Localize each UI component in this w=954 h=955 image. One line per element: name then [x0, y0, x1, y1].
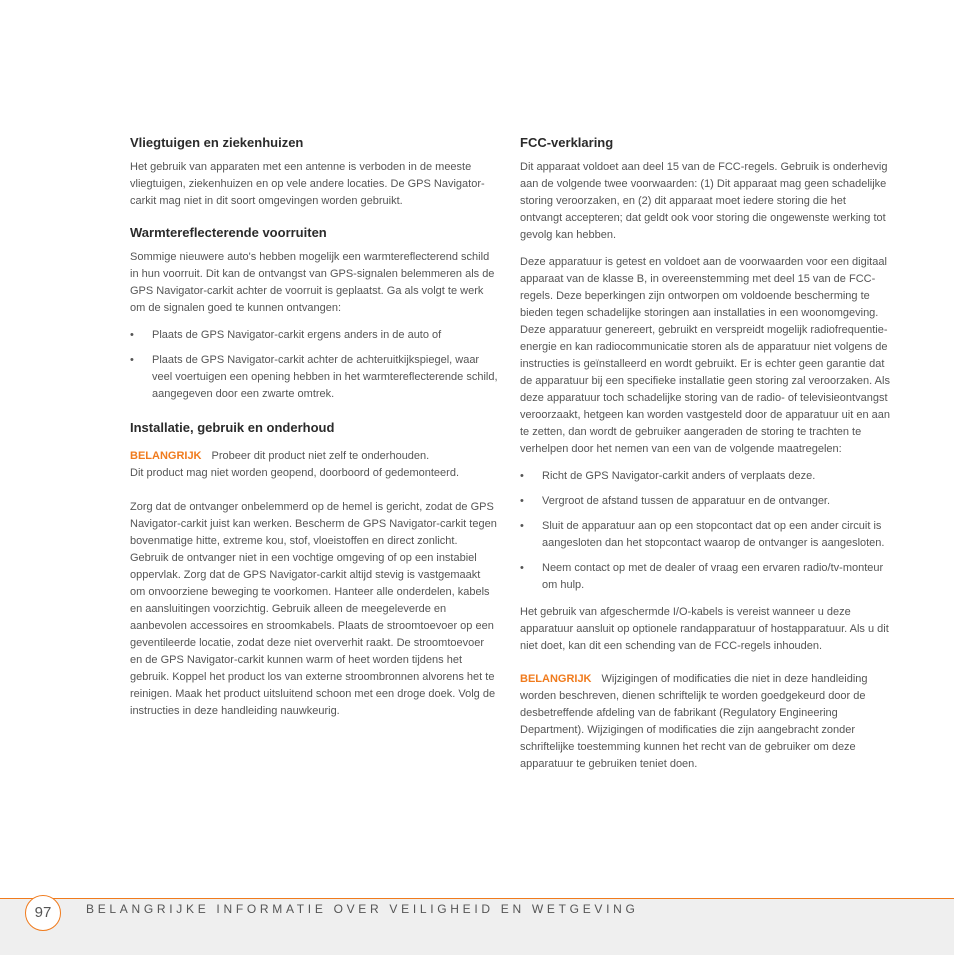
- important-label: BELANGRIJK: [520, 673, 592, 685]
- page-footer: [0, 898, 954, 955]
- bullet-icon: •: [520, 495, 524, 507]
- important-note-fcc: BELANGRIJK Wijzigingen of modificaties die niet in deze handleiding worden beschreven, dienen schriftelijk te worden goedgekeurd door de desbetreffende afdeling van de fabrikant (Regulatory Engineering Department). Wijzigingen of modificaties die zijn aangebracht zonder schriftelijke toestemming kunnen het recht van de gebruiker om deze apparatuur te gebruiken teniet doen.: [520, 673, 868, 770]
- list-item: • Plaats de GPS Navigator-carkit achter de achteruitkijkspiegel, waar veel voertuigen een opening hebben in het warmtereflecterende schild, aangegeven door een zwarte omtrek.: [130, 354, 498, 400]
- important-note: BELANGRIJK Probeer dit product niet zelf te onderhouden. Dit product mag niet worden geopend, doorboord of gedemonteerd.: [130, 450, 459, 479]
- section-title-installation: Installatie, gebruik en onderhoud: [130, 420, 335, 435]
- bullet-icon: •: [130, 329, 134, 341]
- paragraph-aircraft: Het gebruik van apparaten met een antenne is verboden in de meeste vliegtuigen, ziekenhuizen en op vele andere locaties. De GPS Navigator-carkit mag niet in dit soort omgevingen worden gebruikt.: [130, 161, 485, 207]
- list-item: • Vergroot de afstand tussen de apparatuur en de ontvanger.: [520, 493, 890, 510]
- left-column: [130, 134, 498, 720]
- section-title-windshields: Warmtereflecterende voorruiten: [130, 225, 327, 240]
- important-label: BELANGRIJK: [130, 450, 202, 462]
- paragraph-fcc-2: Deze apparatuur is getest en voldoet aan de voorwaarden voor een digitaal apparaat van de klasse B, in overeenstemming met deel 15 van de FCC-regels. Deze beperkingen zijn ontworpen om voldoende bescherming te bieden tegen schadelijke storingen aan installaties in een woonomgeving. Deze apparatuur genereert, gebruikt en verspreidt mogelijk radiofrequentie-energie en kan radiocommunicatie storen als de apparatuur niet volgens de instructies is geïnstalleerd en wordt gebruikt. Er is echter geen garantie dat de apparatuur bij een specifieke installatie geen storing zal veroorzaken. Als deze apparatuur toch schadelijke storing van de radio- of televisieontvangst veroorzaakt, hetgeen kan worden vastgesteld door de apparatuur uit en aan te zetten, dan wordt de gebruiker aangeraden de storing te trachten te verhelpen door het nemen van een van de volgende maatregelen:: [520, 256, 890, 455]
- list-item: • Sluit de apparatuur aan op een stopcontact dat op een ander circuit is aangesloten dan het stopcontact waarop de ontvanger is aangesloten.: [520, 520, 885, 549]
- paragraph-fcc-1: Dit apparaat voldoet aan deel 15 van de FCC-regels. Gebruik is onderhevig aan de volgende twee voorwaarden: (1) Dit apparaat mag geen schadelijke storing veroorzaken, en (2) dit apparaat moet iedere storing die het ontvangt accepteren; dat geldt ook voor storing die ongewenste werking tot gevolg kan hebben.: [520, 161, 888, 241]
- list-item: • Richt de GPS Navigator-carkit anders of verplaats deze.: [520, 468, 890, 485]
- section-title-fcc: FCC-verklaring: [520, 135, 614, 150]
- paragraph-windshields: Sommige nieuwere auto's hebben mogelijk een warmtereflecterend schild in hun voorruit. Dit kan de ontvangst van GPS-signalen belemmeren als de GPS Navigator-carkit achter de voorruit is geplaatst. Ga als volgt te werk om de signalen goed te kunnen ontvangen:: [130, 251, 495, 314]
- page-number: 97: [25, 895, 61, 931]
- footer-title: BELANGRIJKE INFORMATIE OVER VEILIGHEID EN WETGEVING: [86, 902, 639, 916]
- windshield-bullet-list: [130, 327, 498, 403]
- bullet-icon: •: [520, 470, 524, 482]
- fcc-bullet-list: [520, 468, 890, 594]
- paragraph-fcc-3: Het gebruik van afgeschermde I/O-kabels is vereist wanneer u deze apparatuur aansluit op optionele randapparatuur of hostapparatuur. Als u dit niet doet, kan dit een schending van de FCC-regels inhouden.: [520, 606, 889, 652]
- list-item: • Neem contact op met de dealer of vraag een ervaren radio/tv-monteur om hulp.: [520, 562, 884, 591]
- bullet-icon: •: [520, 520, 524, 532]
- bullet-icon: •: [130, 354, 134, 366]
- right-column: [520, 134, 890, 773]
- paragraph-installation: Zorg dat de ontvanger onbelemmerd op de hemel is gericht, zodat de GPS Navigator-carkit juist kan werken. Bescherm de GPS Navigator-carkit tegen bovenmatige hitte, extreme kou, stof, vloeistoffen en direct zonlicht. Gebruik de ontvanger niet in een vochtige omgeving of op een instabiel oppervlak. Zorg dat de GPS Navigator-carkit altijd stevig is vastgemaakt om onvoorziene beweging te voorkomen. Hanteer alle onderdelen, kabels en aansluitingen voorzichtig. Gebruik alleen de meegeleverde en aanbevolen accessoires en stroomkabels. Plaats de stroomtoevoer op een geventileerde locatie, zodat deze niet oververhit raakt. De stroomtoevoer en de GPS Navigator-carkit kunnen warm of heet worden tijdens het gebruik. Koppel het product los van externe stroombronnen alvorens het te reinigen. Maak het product uitsluitend schoon met een droge doek. Volg de instructies in deze handleiding nauwkeurig.: [130, 501, 497, 717]
- list-item: • Plaats de GPS Navigator-carkit ergens anders in de auto of: [130, 327, 498, 344]
- bullet-icon: •: [520, 562, 524, 574]
- section-title-aircraft: Vliegtuigen en ziekenhuizen: [130, 135, 304, 150]
